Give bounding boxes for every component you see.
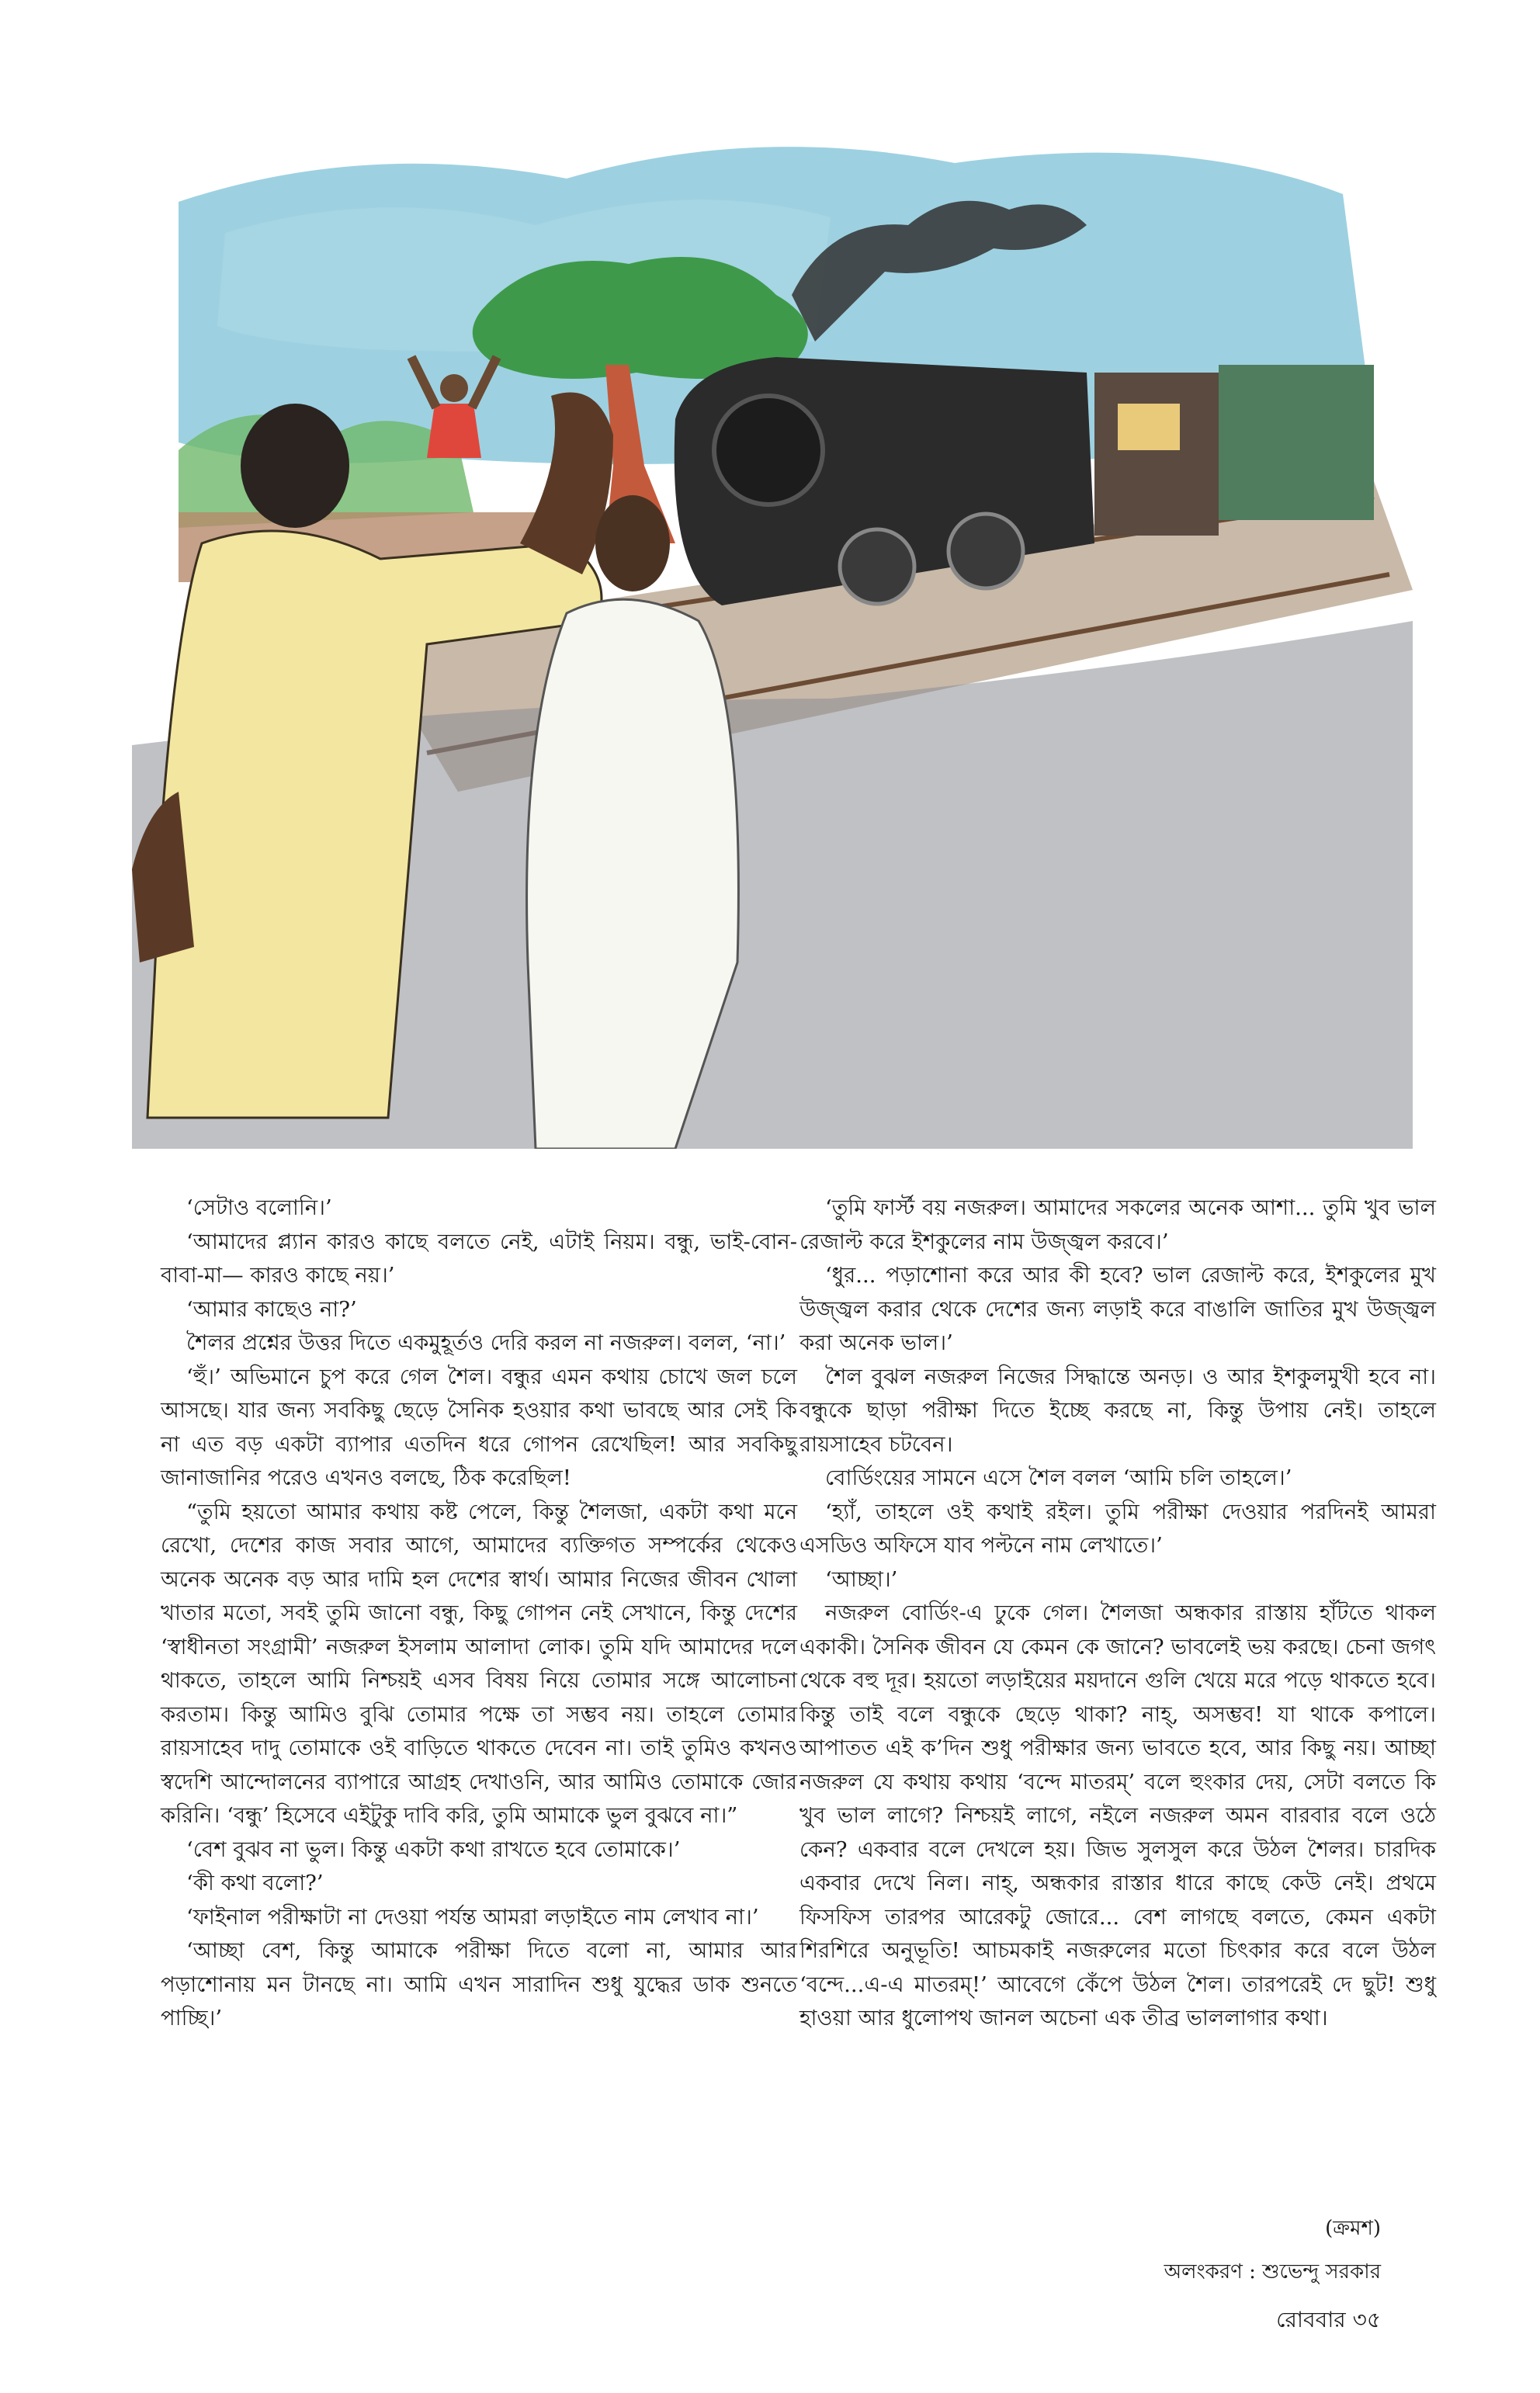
- illustrator-credit: অলংকরণ : শুভেন্দু সরকার: [1164, 2260, 1381, 2284]
- page-number: রোববার ৩৫: [1276, 2307, 1381, 2332]
- paragraph: “তুমি হয়তো আমার কথায় কষ্ট পেলে, কিন্তু শৈলজা, একটা কথা মনে রেখো, দেশের কাজ সবার আগে, আমাদের ব্যক্তিগত সম্পর্কের থেকেও অনেক অনেক বড় আর দামি হল দেশের স্বার্থ। আমার নিজের জীবন খোলা খাতার মতো, সবই তুমি জানো বন্ধু, কিছু গোপন নেই সেখানে, কিন্তু দেশের ‘স্বাধীনতা সংগ্রামী’ নজরুল ইসলাম আলাদা লোক। তুমি যদি আমাদের দলে থাকতে, তাহলে আমি নিশ্চয়ই এসব বিষয় নিয়ে তোমার সঙ্গে আলোচনা করতাম। কিন্তু আমিও বুঝি তোমার পক্ষে তা সম্ভব নয়। তাহলে তোমার রায়সাহেব দাদু তোমাকে ওই বাড়িতে থাকতে দেবেন না। তাই তুমিও কখনও স্বদেশি আন্দোলনের ব্যাপারে আগ্রহ দেখাওনি, আর আমিও তোমাকে জোর করিনি। ‘বন্ধু’ হিসেবে এইটুকু দাবি করি, তুমি আমাকে ভুল বুঝবে না।”: [161, 1499, 797, 1828]
- paragraph: ‘হ্যাঁ, তাহলে ওই কথাই রইল। তুমি পরীক্ষা দেওয়ার পরদিনই আমরা এসডিও অফিসে যাব পল্টনে নাম লেখাতে।’: [799, 1499, 1436, 1558]
- paragraph: ‘বেশ বুঝব না ভুল। কিন্তু একটা কথা রাখতে হবে তোমাকে।’: [186, 1836, 681, 1862]
- paragraph: ‘আমার কাছেও না?’: [186, 1296, 357, 1322]
- boy-yellow-head: [241, 404, 349, 528]
- left-text-column: [161, 1191, 797, 2036]
- paragraph: ‘আমাদের প্ল্যান কারও কাছে বলতে নেই, এটাই নিয়ম। বন্ধু, ভাই-বোন-বাবা-মা— কারও কাছে নয়।’: [161, 1229, 797, 1288]
- paragraph: ‘কী কথা বলো?’: [186, 1871, 324, 1895]
- tender-car: [1094, 373, 1219, 536]
- right-text-column: [799, 1191, 1436, 2036]
- paragraph: শৈলর প্রশ্নের উত্তর দিতে একমুহূর্তও দেরি করল না নজরুল। বলল, ‘না।’: [186, 1330, 786, 1355]
- paragraph: বোর্ডিংয়ের সামনে এসে শৈল বলল ‘আমি চলি তাহলে।’: [825, 1465, 1292, 1490]
- boy-white-head: [595, 495, 670, 591]
- paragraph: শৈল বুঝল নজরুল নিজের সিদ্ধান্তে অনড়। ও আর ইশকুলমুখী হবে না। বন্ধুকে ছাড়া পরীক্ষা দিতে ইচ্ছে করছে না, কিন্তু উপায় নেই। তাহলে রায়সাহেব চটবেন।: [799, 1364, 1436, 1457]
- to-be-continued: (ক্রমশ): [1325, 2217, 1381, 2240]
- paragraph: নজরুল বোর্ডিং-এ ঢুকে গেল। শৈলজা অন্ধকার রাস্তায় হাঁটতে থাকল একাকী। সৈনিক জীবন যে কেমন কে জানে? ভাবলেই ভয় করছে। চেনা জগৎ থেকে বহু দূর। হয়তো লড়াইয়ের ময়দানে গুলি খেয়ে মরে পড়ে থাকতে হবে। কিন্তু তাই বলে বন্ধুকে ছেড়ে থাকা? নাহ্, অসম্ভব! যা থাকে কপালে। আপাতত এই ক’দিন শুধু পরীক্ষার জন্য ভাবতে হবে, আর কিছু নয়। আচ্ছা নজরুল যে কথায় কথায় ‘বন্দে মাতরম্’ বলে হুংকার দেয়, সেটা বলতে কি খুব ভাল লাগে? নিশ্চয়ই লাগে, নইলে নজরুল অমন বারবার বলে ওঠে কেন? একবার বলে দেখলে হয়। জিভ সুলসুল করে উঠল শৈলর। চারদিক একবার দেখে নিল। নাহ্, অন্ধকার রাস্তার ধারে কাছে কেউ নেই। প্রথমে ফিসফিস তারপর আরেকটু জোরে... বেশ লাগছে বলতে, কেমন একটা শিরশিরে অনুভূতি! আচমকাই নজরুলের মতো চিৎকার করে বলে উঠল ‘বন্দে...এ-এ মাতরম্!’ আবেগে কেঁপে উঠল শৈল। তারপরেই দে ছুট! শুধু হাওয়া আর ধুলোপথ জানল অচেনা এক তীব্র ভাললাগার কথা।: [799, 1601, 1436, 2031]
- waving-man-shirt: [427, 404, 481, 458]
- story-illustration: [132, 109, 1413, 1149]
- paragraph: ‘ফাইনাল পরীক্ষাটা না দেওয়া পর্যন্ত আমরা লড়াইতে নাম লেখাব না।’: [186, 1904, 759, 1930]
- paragraph: ‘ধুর... পড়াশোনা করে আর কী হবে? ভাল রেজাল্ট করে, ইশকুলের মুখ উজ্জ্বল করার থেকে দেশের জন্য লড়াই করে বাঙালি জাতির মুখ উজ্জ্বল করা অনেক ভাল।’: [799, 1263, 1436, 1355]
- paragraph: ‘সেটাও বলোনি।’: [186, 1195, 332, 1220]
- paragraph: ‘তুমি ফার্স্ট বয় নজরুল। আমাদের সকলের অনেক আশা... তুমি খুব ভাল রেজাল্ট করে ইশকুলের নাম উজ্জ্বল করবে।’: [799, 1195, 1436, 1254]
- locomotive-front: [714, 396, 823, 505]
- paragraph: ‘আচ্ছা বেশ, কিন্তু আমাকে পরীক্ষা দিতে বলো না, আমার আর পড়াশোনায় মন টানছে না। আমি এখন সারাদিন শুধু যুদ্ধের ডাক শুনতে পাচ্ছি।’: [161, 1938, 797, 2031]
- paragraph: ‘হুঁ।’ অভিমানে চুপ করে গেল শৈল। বন্ধুর এমন কথায় চোখে জল চলে আসছে। যার জন্য সবকিছু ছেড়ে সৈনিক হওয়ার কথা ভাবছে আর সেই কি না এত বড় একটা ব্যাপার এতদিন ধরে গোপন রেখেছিল! আর সবকিছু জানাজানির পরেও এখনও বলছে, ঠিক করেছিল!: [161, 1364, 797, 1490]
- waving-man-head: [440, 374, 468, 402]
- coach: [1219, 365, 1374, 520]
- paragraph: ‘আচ্ছা।’: [825, 1566, 898, 1592]
